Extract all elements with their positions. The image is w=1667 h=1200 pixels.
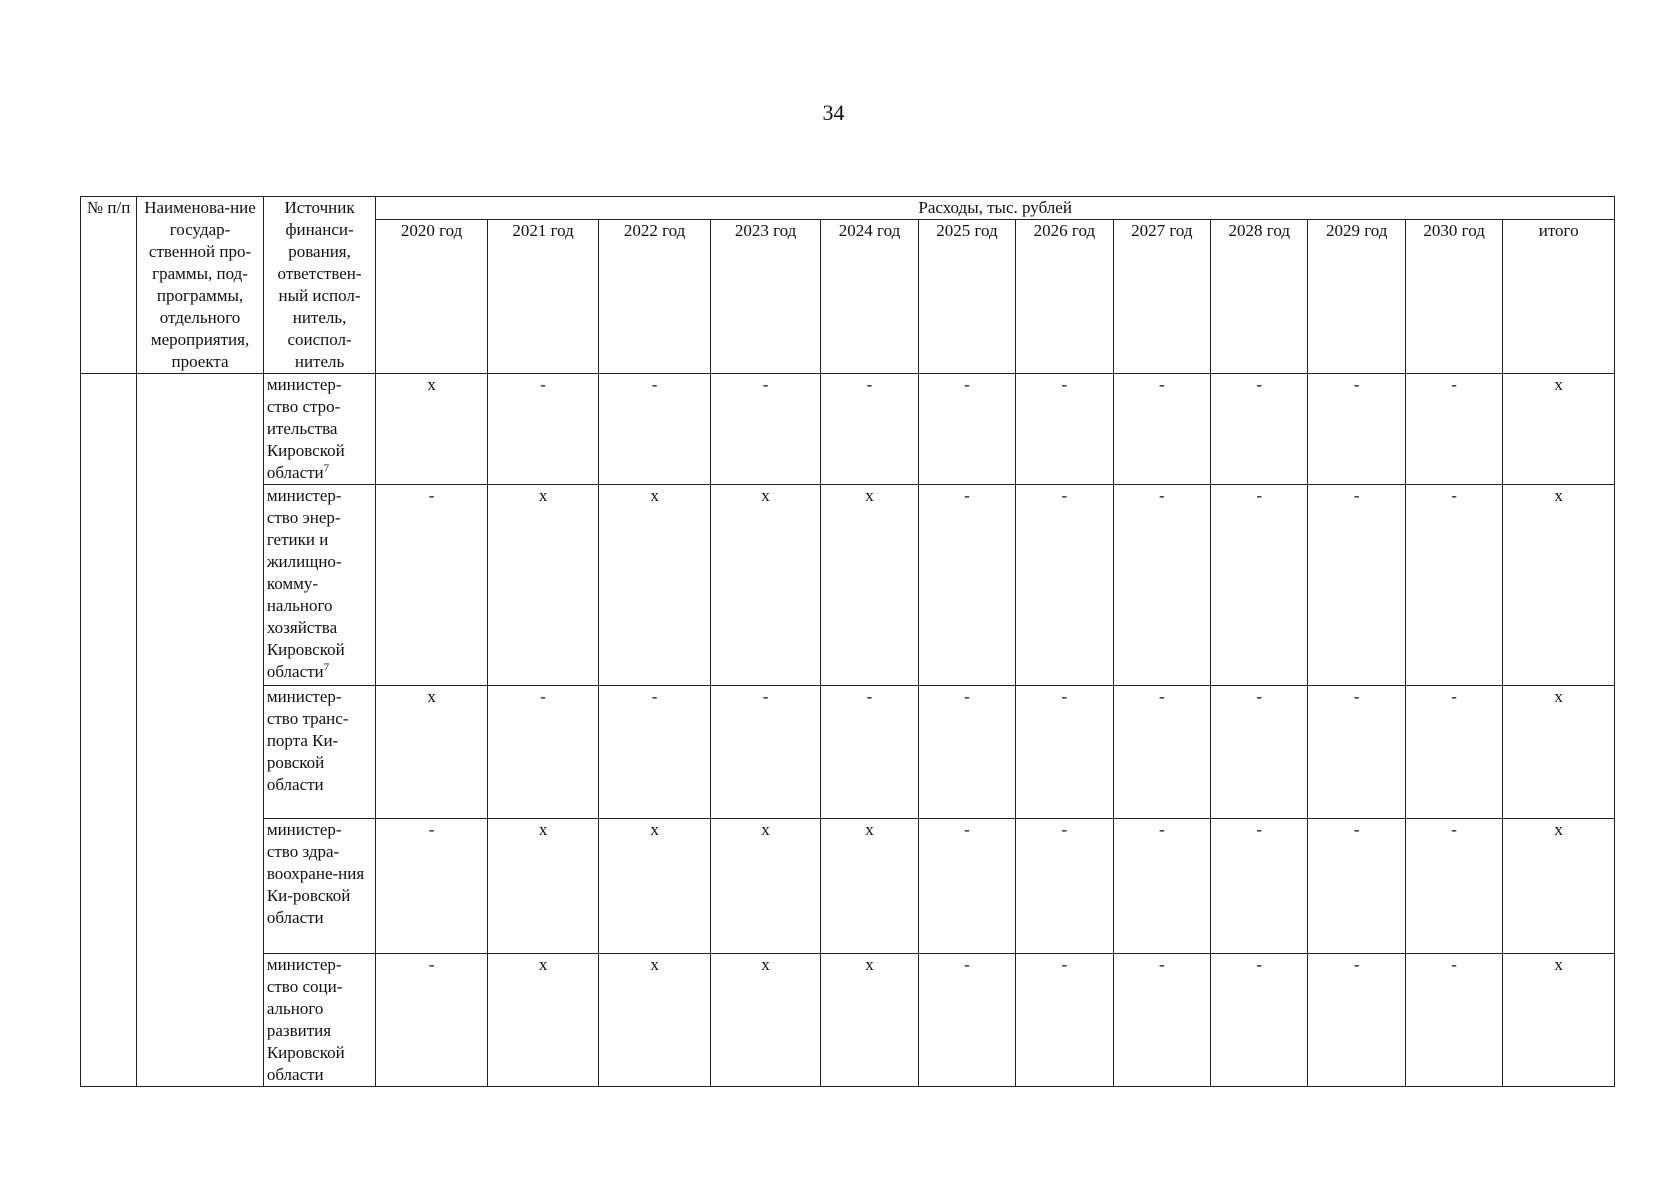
value-cell: - <box>1308 374 1405 485</box>
header-source: Источник финанси-рования, ответствен-ный испол-нитель, соиспол-нитель <box>263 197 376 374</box>
header-num: № п/п <box>81 197 137 374</box>
source-cell: министер-ство здра-воохране-ния Ки-ровской области <box>263 819 376 954</box>
value-cell: x <box>821 819 918 954</box>
value-cell: - <box>487 686 599 819</box>
table-row <box>81 954 1615 1087</box>
value-cell: - <box>821 374 918 485</box>
value-cell: - <box>1016 374 1113 485</box>
source-cell: министер-ство соци-ального развития Кировской области <box>263 954 376 1087</box>
value-cell: x <box>599 819 711 954</box>
value-cell: - <box>376 819 488 954</box>
total-cell: x <box>1503 686 1615 819</box>
table-row <box>81 374 1615 485</box>
value-cell: - <box>376 954 488 1087</box>
value-cell: - <box>710 686 820 819</box>
source-cell: министер-ство энер-гетики и жилищно-комму-нального хозяйства Кировской области$^7$ <box>263 485 376 686</box>
value-cell: - <box>1405 819 1502 954</box>
value-cell: - <box>1405 485 1502 686</box>
value-cell: x <box>710 485 820 686</box>
total-cell: x <box>1503 954 1615 1087</box>
value-cell: - <box>1211 686 1308 819</box>
value-cell: x <box>487 954 599 1087</box>
value-cell: - <box>918 374 1015 485</box>
value-cell: - <box>1016 819 1113 954</box>
value-cell: - <box>1405 686 1502 819</box>
value-cell: - <box>918 485 1015 686</box>
value-cell: - <box>1016 954 1113 1087</box>
table-row <box>81 819 1615 954</box>
value-cell: x <box>821 485 918 686</box>
value-cell: - <box>1405 374 1502 485</box>
year-2026: 2026 год <box>1016 220 1113 374</box>
value-cell: - <box>918 686 1015 819</box>
value-cell: - <box>1113 819 1210 954</box>
header-row <box>81 197 1615 220</box>
value-cell: - <box>1113 374 1210 485</box>
total-cell: x <box>1503 374 1615 485</box>
year-total: итого <box>1503 220 1615 374</box>
value-cell: - <box>1016 485 1113 686</box>
value-cell: x <box>487 819 599 954</box>
year-2020: 2020 год <box>376 220 488 374</box>
total-cell: x <box>1503 485 1615 686</box>
value-cell: - <box>1308 485 1405 686</box>
year-2029: 2029 год <box>1308 220 1405 374</box>
value-cell: - <box>1308 954 1405 1087</box>
source-cell: министер-ство транс-порта Ки-ровской области <box>263 686 376 819</box>
value-cell: x <box>487 485 599 686</box>
name-cell <box>137 374 264 1087</box>
value-cell: - <box>918 954 1015 1087</box>
value-cell: - <box>1016 686 1113 819</box>
value-cell: - <box>710 374 820 485</box>
value-cell: x <box>710 954 820 1087</box>
value-cell: - <box>1113 954 1210 1087</box>
page-number: 34 <box>822 100 845 125</box>
value-cell: x <box>821 954 918 1087</box>
value-cell: x <box>710 819 820 954</box>
table-row <box>81 485 1615 686</box>
value-cell: - <box>599 374 711 485</box>
budget-table <box>80 196 1615 1087</box>
value-cell: - <box>599 686 711 819</box>
value-cell: - <box>1113 485 1210 686</box>
value-cell: - <box>1308 819 1405 954</box>
value-cell: - <box>918 819 1015 954</box>
value-cell: - <box>1211 819 1308 954</box>
num-cell <box>81 374 137 1087</box>
value-cell: x <box>376 686 488 819</box>
value-cell: - <box>376 485 488 686</box>
year-2021: 2021 год <box>487 220 599 374</box>
year-2028: 2028 год <box>1211 220 1308 374</box>
year-2023: 2023 год <box>710 220 820 374</box>
year-2027: 2027 год <box>1113 220 1210 374</box>
year-2022: 2022 год <box>599 220 711 374</box>
value-cell: - <box>1308 686 1405 819</box>
year-2030: 2030 год <box>1405 220 1502 374</box>
value-cell: - <box>1211 954 1308 1087</box>
source-cell: министер-ство стро-ительства Кировской области$^7$ <box>263 374 376 485</box>
value-cell: - <box>821 686 918 819</box>
value-cell: - <box>1211 374 1308 485</box>
year-2025: 2025 год <box>918 220 1015 374</box>
year-2024: 2024 год <box>821 220 918 374</box>
total-cell: x <box>1503 819 1615 954</box>
value-cell: - <box>1405 954 1502 1087</box>
value-cell: x <box>599 485 711 686</box>
value-cell: x <box>376 374 488 485</box>
header-expenses: Расходы, тыс. рублей <box>376 197 1615 220</box>
value-cell: x <box>599 954 711 1087</box>
value-cell: - <box>487 374 599 485</box>
header-name: Наименова-ние государ-ственной про-граммы, под-программы, отдельного мероприятия, проекта <box>137 197 264 374</box>
table-row <box>81 686 1615 819</box>
value-cell: - <box>1211 485 1308 686</box>
value-cell: - <box>1113 686 1210 819</box>
